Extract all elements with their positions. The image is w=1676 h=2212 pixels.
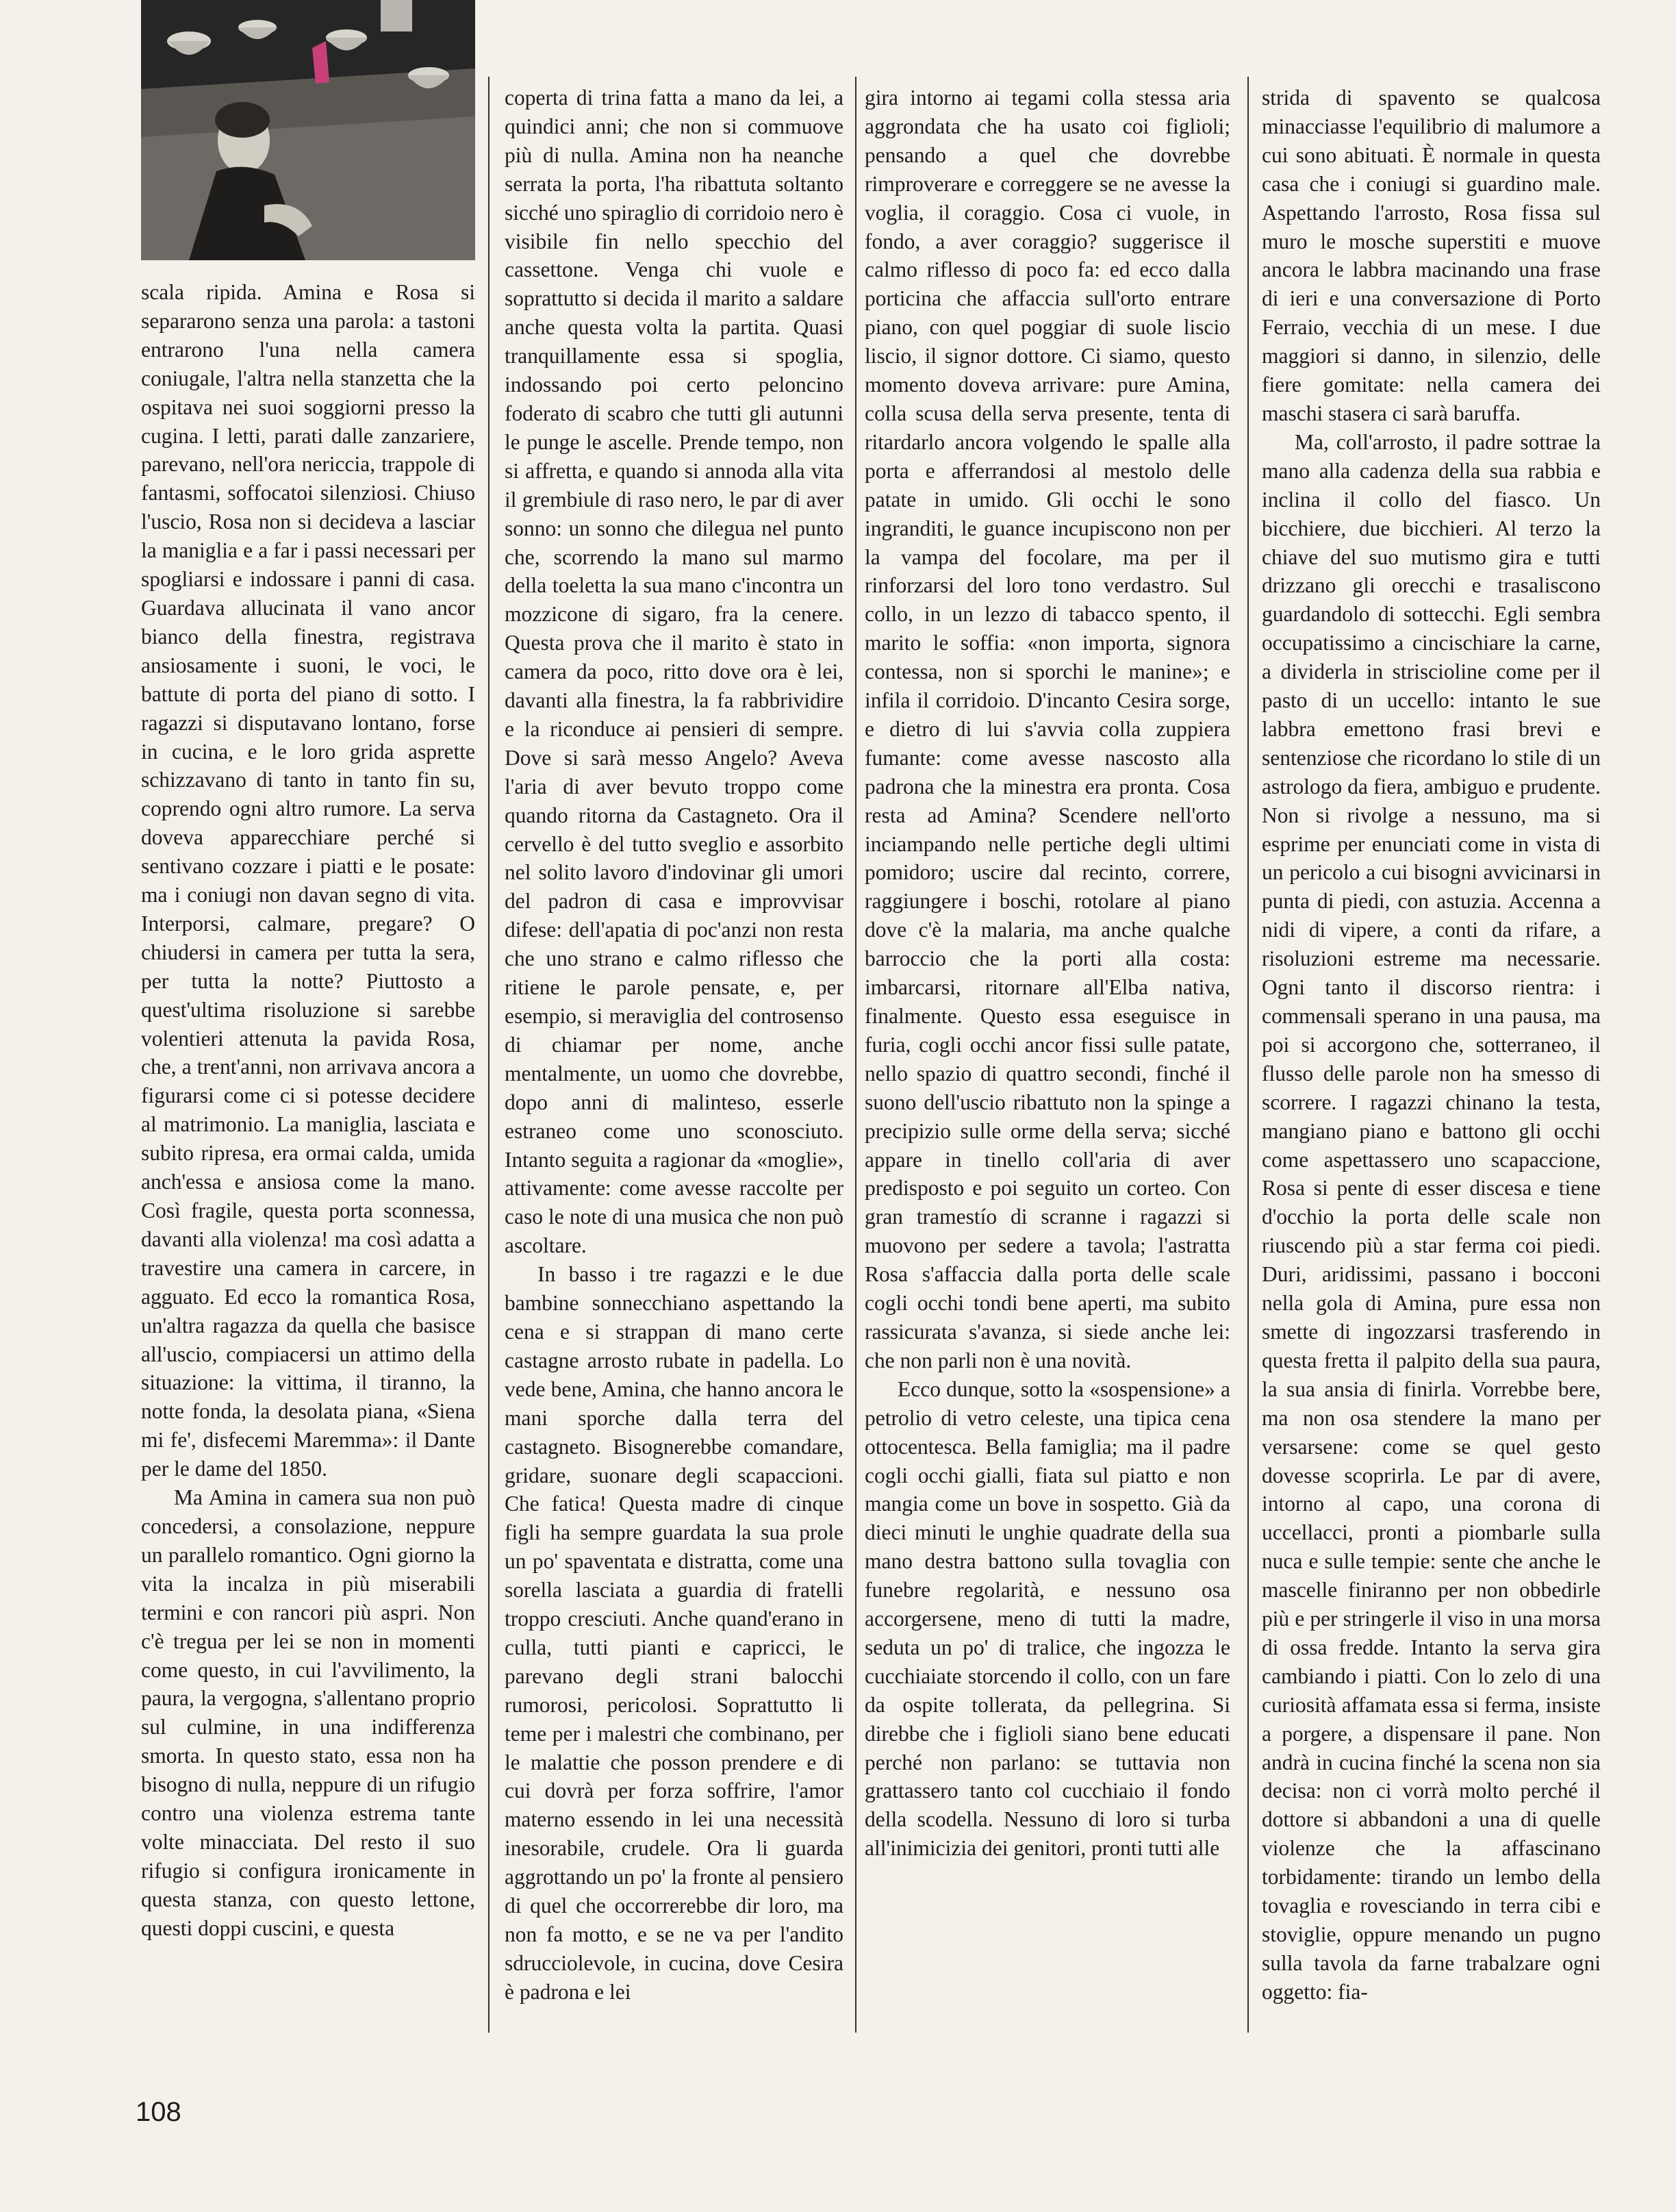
paragraph: In basso i tre ragazzi e le due bambine sonnecchiano aspettando la cena e si strappan di mano certe castagne arrosto rubate in padella. Lo vede bene, Amina, che hanno ancora le mani sporche dalla terra del castagneto. Bisognerebbe comandare, gridare, suonare degli scapaccioni. Che fatica! Questa madre di cinque figli ha sempre guardata la sua prole un po' spaventata e distratta, come una sorella lasciata a guardia di fratelli troppo cresciuti. Anche quand'erano in culla, tutti pianti e capricci, le parevano degli strani balocchi rumorosi, pericolosi. Soprattutto li teme per i malestri che combinano, per le malattie che posson prendere e di cui dovrà per forza soffrire, l'amor materno essendo in lei una necessità inesorabile, crudele. Ora li guarda aggrottando un po' la fronte al pensiero di quel che occorrerebbe dir loro, ma non fa motto, e se ne va per l'andito sdrucciolevole, in cucina, dove Cesira è padrona e lei <box>505 1262 843 2004</box>
painting-illustration <box>141 0 475 260</box>
paragraph: Ma Amina in camera sua non può concedersi, a consolazione, neppure un parallelo romantico. Ogni giorno la vita la incalza in più miserabili termini e con rancori più aspri. Non c'è tregua per lei se non in momenti come questo, in cui l'avvilimento, la paura, la vergogna, s'allentano proprio sul culmine, in una indifferenza smorta. In questo stato, essa non ha bisogno di nulla, neppure di un rifugio contro una violenza estrema tante volte minacciata. Del resto il suo rifugio si configura ironicamente in questa stanza, con questo lettone, questi doppi cuscini, e questa <box>141 1485 475 1940</box>
woman-with-bowls-painting <box>141 0 475 260</box>
text-column-4 <box>1262 84 1601 2007</box>
column-rule <box>1247 77 1249 2033</box>
paragraph: coperta di trina fatta a mano da lei, a quindici anni; che non si commuove più di nulla. Amina non ha neanche serrata la porta, l'ha ribattuta soltanto sicché uno spiraglio di corridoio nero è visibile fin nello specchio del cassettone. Venga chi vuole e soprattutto si decida il marito a saldare anche questa volta la partita. Quasi tranquillamente essa si spoglia, indossando poi certo peloncino foderato di scabro che tutti gli autunni le punge le ascelle. Prende tempo, non si affretta, e quando si annoda alla vita il grembiule di raso nero, le par di aver sonno: un sonno che dilegua nel punto che, scorrendo la mano sul marmo della toeletta la sua mano c'incontra un mozzicone di sigaro, fra la cenere. Questa prova che il marito è stato in camera da poco, ritto dove ora è lei, davanti alla finestra, la fa rabbrividire e la riconduce ai pensieri di sempre. Dove si sarà messo Angelo? Aveva l'aria di aver bevuto troppo come quando ritorna da Castagneto. Ora il cervello è del tutto sveglio e assorbito nel solito lavoro d'indovinar gli umori del padron di casa e improvvisar difese: dell'apatia di poc'anzi non resta che uno strano e calmo riflesso che ritiene le parole pensate, e, per esempio, si meraviglia del controsenso di chiamar per nome, anche mentalmente, un uomo che dovrebbe, dopo anni di malinteso, esserle estraneo come uno sconosciuto. Intanto seguita a ragionar da «moglie», attivamente: come avesse raccolte per caso le note di una musica che non può ascoltare. <box>505 86 843 1258</box>
text-column-2 <box>505 84 843 2007</box>
paragraph: Ecco dunque, sotto la «sospensione» a petrolio di vetro celeste, una tipica cena ottocentesca. Bella famiglia; ma il padre cogli occhi gialli, fiata sul piatto e non mangia come un bove in sospetto. Già da dieci minuti le unghie quadrate della sua mano destra battono sulla tovaglia con funebre regolarità, e nessuno osa accorgersene, meno di tutti la madre, seduta un po' di tralice, che ingozza le cucchiaiate storcendo il collo, con un fare da ospite tollerata, da pellegrina. Si direbbe che i figlioli siano bene educati perché non parlano: se tuttavia non grattassero tanto col cucchiaio il fondo della scodella. Nessuno di loro si turba all'inimicizia dei genitori, pronti tutti alle <box>865 1377 1230 1861</box>
paragraph: gira intorno ai tegami colla stessa aria aggrondata che ha usato coi figlioli; pensando a quel che dovrebbe rimproverare e correggere se ne avesse la voglia, il coraggio. Cosa ci vuole, in fondo, a aver coraggio? suggerisce il calmo riflesso di poco fa: ed ecco dalla porticina che affaccia sull'orto entrare piano, con quel poggiar di suole liscio liscio, il signor dottore. Ci siamo, questo momento doveva arrivare: pure Amina, colla scusa della serva presente, tenta di ritardarlo ancora volgendo le spalle alla porta e afferrandosi al mestolo delle patate in umido. Gli occhi le sono ingranditi, le guance incupiscono non per la vampa del focolare, ma per il rinforzarsi del loro tono verdastro. Sul collo, in un lezzo di tabacco spento, il marito le soffia: «non importa, signora contessa, non si sporchi le manine»; e infila il corridoio. D'incanto Cesira sorge, e dietro di lui s'avvia colla zuppiera fumante: come avesse nascosto alla padrona che la minestra era pronta. Cosa resta ad Amina? Scendere nell'orto inciampando nelle pertiche degli ultimi pomidoro; uscire dal recinto, correre, raggiungere i boschi, rotolare al piano dove c'è la malaria, ma anche qualche barroccio che la porti alla costa: imbarcarsi, ritornare all'Elba nativa, finalmente. Questo essa eseguisce in furia, cogli occhi ancor fissi sulle patate, nello spazio di quattro secondi, finché il suono dell'uscio ribattuto non la spinge a precipizio sulle orme della serva; sicché appare in tinello coll'aria di aver predisposto e poi seguito un corteo. Con gran tramestío di scranne i ragazzi si muovono per sedere a tavola; l'astratta Rosa s'affaccia dalla porta delle scale cogli occhi tondi bene aperti, ma subito rassicurata s'avanza, si siede anche lei: che non parli non è una novità. <box>865 86 1230 1372</box>
paragraph: Ma, coll'arrosto, il padre sottrae la mano alla cadenza della sua rabbia e inclina il collo del fiasco. Un bicchiere, due bicchieri. Al terzo la chiave del suo mutismo gira e tutti drizzano gli orecchi e trasaliscono guardandolo di sottecchi. Egli sembra occupatissimo a cincischiare la carne, a dividerla in striscioline come per il pasto di un uccello: intanto le sue labbra emettono frasi brevi e sentenziose che ricordano lo stile di un astrologo da fiera, ambiguo e prudente. Non si rivolge a nessuno, ma si esprime per enunciati come in vista di un pericolo a cui bisogni avvicinarsi in punta di piedi, con astuzia. Accenna a nidi di vipere, a conti da rifare, a risoluzioni estreme ma necessarie. Ogni tanto il discorso rientra: i commensali sperano in una pausa, ma poi si accorgono che, sotterraneo, il flusso delle parole non ha smesso di scorrere. I ragazzi chinano la testa, mangiano piano e battono gli occhi come aspettassero uno scapaccione, Rosa si pente di esser discesa e tiene d'occhio la porta delle scale non riuscendo più a star ferma coi piedi. Duri, aridissimi, passano i bocconi nella gola di Amina, pure essa non smette di ingozzarsi trasferendo in questa fretta il palpito della sua paura, la sua ansia di finirla. Vorrebbe bere, ma non osa stendere la mano per versarsene: come se quel gesto dovesse scoprirla. Le par di avere, intorno al capo, una corona di uccellacci, pronti a piombarle sulla nuca e sulle tempie: sente che anche le mascelle finiranno per non obbedirle più e per stringerle il viso in una morsa di ossa fredde. Intanto la serva gira cambiando i piatti. Con lo zelo di una curiosità affamata essa si ferma, insiste a porgere, a dispensare il pane. Non andrà in cucina finché la scena non sia decisa: non ci vorrà molto perché il dottore si abbandoni a una di quelle violenze che la affascinano torbidamente: tirando un lembo della tovaglia e rovesciando in terra cibi e stoviglie, oppure menando un pugno sulla tavola da farne trabalzare ogni oggetto: fia- <box>1262 429 1601 2004</box>
page-number: 108 <box>136 2097 181 2127</box>
text-column-1 <box>141 278 475 1943</box>
column-rule <box>855 77 856 2033</box>
paragraph: scala ripida. Amina e Rosa si separarono senza una parola: a tastoni entrarono l'una nella camera coniugale, l'altra nella stanzetta che la ospitava nei suoi soggiorni presso la cugina. I letti, parati dalle zanzariere, parevano, nell'ora nericcia, trappole di fantasmi, soffocatoi silenziosi. Chiuso l'uscio, Rosa non si decideva a lasciar la maniglia e a far i passi necessari per spogliarsi e indossare i panni di casa. Guardava allucinata il vano ancor bianco della finestra, registrava ansiosamente i suoni, le voci, le battute di porta del piano di sotto. I ragazzi si disputavano lontano, forse in cucina, e le loro grida asprette schizzavano di tanto in tanto fin su, coprendo ogni altro rumore. La serva doveva apparecchiare perché si sentivano cozzare i piatti e le posate: ma i coniugi non davan segno di vita. Interporsi, calmare, pregare? O chiudersi in camera per tutta la sera, per tutta la notte? Piuttosto a quest'ultima risoluzione si sarebbe volentieri attenuta la pavida Rosa, che, a trent'anni, non arrivava ancora a figurarsi come ci si potesse decidere al matrimonio. La maniglia, lasciata e subito ripresa, era ormai calda, umida anch'essa e ansiosa come la mano. Così fragile, questa porta sconnessa, davanti alla violenza! ma così adatta a travestire una camera in carcere, in agguato. Ed ecco la romantica Rosa, un'altra ragazza da quella che basisce all'uscio, compiacersi un attimo della situazione: la vittima, il tiranno, la notte fonda, la desolata piana, «Siena mi fe', disfecemi Maremma»: il Dante per le dame del 1850. <box>141 280 475 1481</box>
column-rule <box>488 77 490 2033</box>
text-column-3 <box>865 84 1230 1863</box>
paragraph: strida di spavento se qualcosa minacciasse l'equilibrio di malumore a cui sono abituati. È normale in questa casa che i coniugi si guardino male. Aspettando l'arrosto, Rosa fissa sul muro le mosche superstiti e muove ancora le labbra macinando una frase di ieri e una conversazione di Porto Ferraio, vecchia di un mese. I due maggiori si danno, in silenzio, delle fiere gomitate: nella camera dei maschi stasera ci sarà baruffa. <box>1262 86 1601 425</box>
